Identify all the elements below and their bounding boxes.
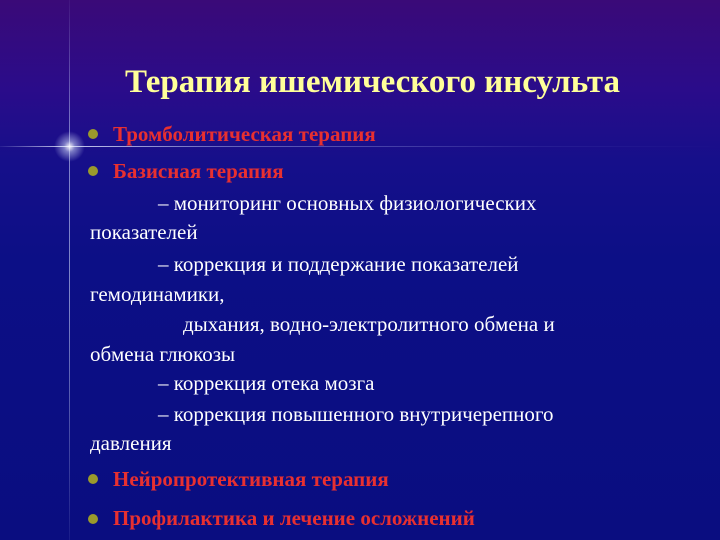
sub-item-continuation: обмена глюкозы: [90, 342, 236, 366]
bullet-neuroprotective: Нейропротективная терапия: [113, 467, 389, 491]
sub-item-edema: – коррекция отека мозга: [158, 371, 375, 395]
sub-item-monitoring: – мониторинг основных физиологических: [158, 191, 537, 215]
bullet-thrombolytic: Тромболитическая терапия: [113, 122, 376, 146]
bullet-basic: Базисная терапия: [113, 159, 284, 183]
sub-item-continuation: гемодинамики,: [90, 282, 225, 306]
bullet-dot-icon: [88, 129, 98, 139]
light-flare-glow: [54, 131, 85, 162]
bullet-dot-icon: [88, 514, 98, 524]
bullet-prevention: Профилактика и лечение осложнений: [113, 506, 475, 530]
bullet-dot-icon: [88, 474, 98, 484]
sub-item-continuation: дыхания, водно-электролитного обмена и: [183, 312, 555, 336]
sub-item-pressure: – коррекция повышенного внутричерепного: [158, 402, 554, 426]
sub-item-continuation: показателей: [90, 220, 198, 244]
sub-item-continuation: давления: [90, 431, 172, 455]
bullet-dot-icon: [88, 166, 98, 176]
sub-item-correction: – коррекция и поддержание показателей: [158, 252, 519, 276]
slide-title: Терапия ишемического инсульта: [125, 64, 620, 100]
